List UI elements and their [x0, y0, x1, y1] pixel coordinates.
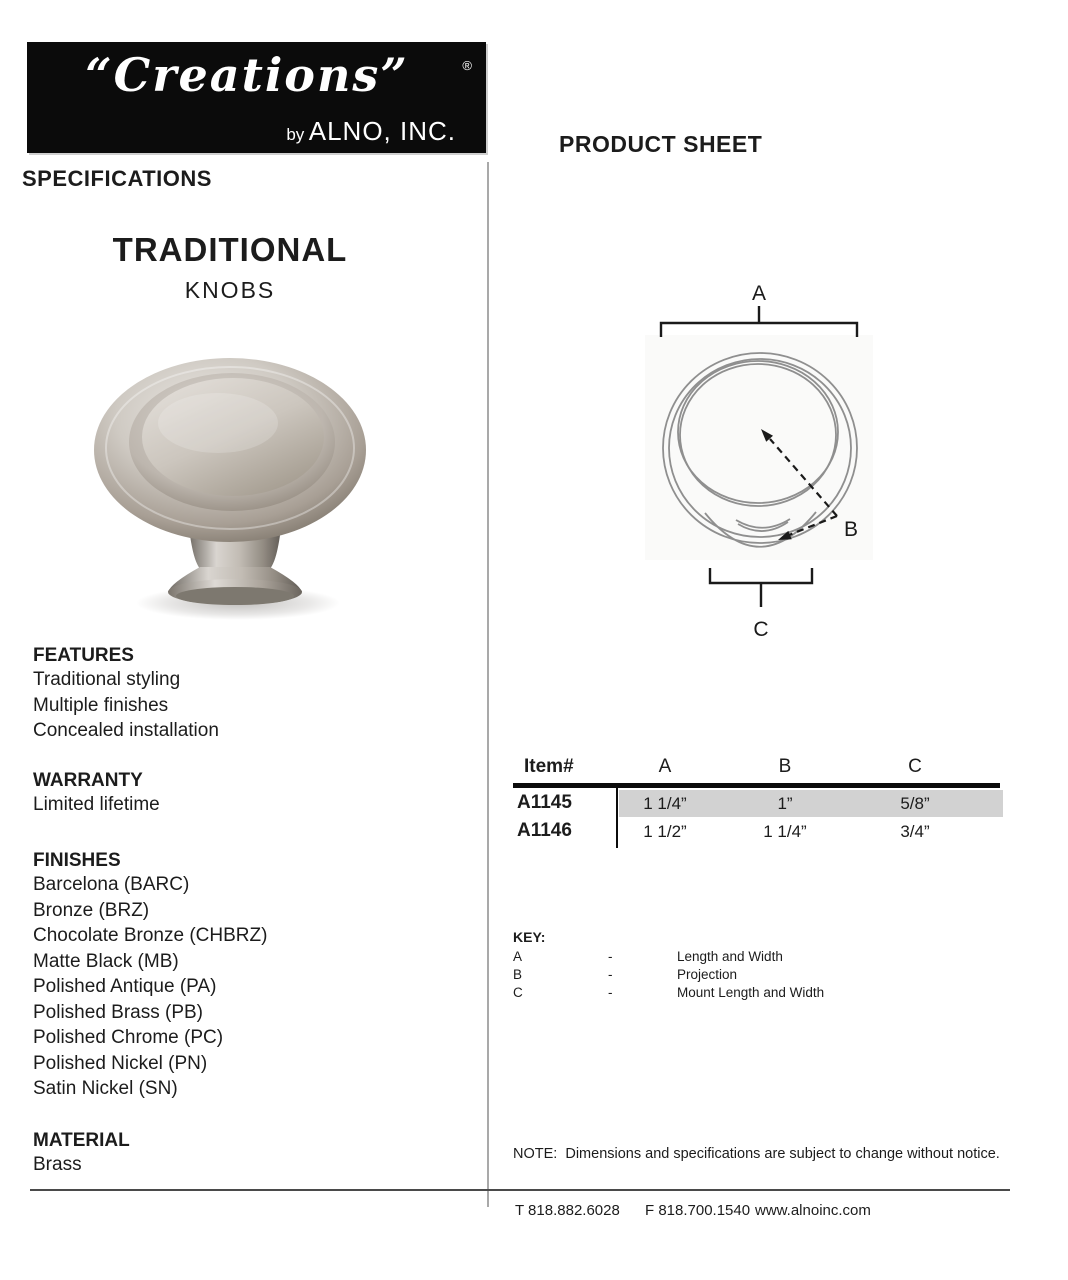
- footer-rule: [30, 1189, 1010, 1191]
- logo-script-text: “Creations”: [85, 48, 409, 102]
- finish-item: Polished Antique (PA): [33, 976, 217, 997]
- feature-item: Multiple finishes: [33, 694, 169, 716]
- finishes-section: [33, 850, 267, 1102]
- finish-item: Matte Black (MB): [33, 950, 179, 972]
- specifications-heading: SPECIFICATIONS: [22, 166, 212, 191]
- logo-company-text: ALNO, INC.: [308, 116, 456, 146]
- table-col-b: B: [778, 756, 792, 777]
- footer-phone: T 818.882.6028: [515, 1202, 620, 1219]
- finish-item: Polished Chrome (PC): [33, 1027, 224, 1048]
- key-description: Mount Length and Width: [677, 985, 825, 1000]
- knob-product-photo: [78, 345, 393, 630]
- key-letter: B: [513, 967, 523, 982]
- warranty-item: Limited lifetime: [33, 794, 160, 815]
- table-header-rule: [513, 783, 1000, 788]
- key-heading: KEY:: [513, 929, 546, 945]
- warranty-section: [33, 770, 160, 818]
- table-vertical-divider: [616, 786, 618, 848]
- features-section: [33, 645, 219, 744]
- material-section: [33, 1130, 130, 1178]
- logo-byline: [286, 116, 456, 147]
- page-title: TRADITIONAL: [112, 231, 348, 268]
- feature-item: Traditional styling: [33, 669, 181, 690]
- features-heading: FEATURES: [33, 645, 134, 666]
- table-col-a: A: [658, 756, 672, 777]
- table-cell: 1 1/4”: [643, 794, 687, 813]
- note-text: NOTE: Dimensions and specifications are subject to change without notice.: [513, 1146, 1000, 1162]
- dimension-diagram: [620, 270, 920, 650]
- finish-item: Chocolate Bronze (CHBRZ): [33, 925, 268, 946]
- key-dash: -: [608, 949, 613, 964]
- table-cell: 1 1/2”: [643, 822, 687, 841]
- registered-trademark-icon: ®: [462, 58, 472, 73]
- warranty-heading: WARRANTY: [33, 770, 143, 791]
- dim-label-a: A: [751, 282, 767, 305]
- key-letter: C: [513, 985, 523, 1000]
- material-item: Brass: [33, 1154, 82, 1175]
- footer-website: www.alnoinc.com: [755, 1202, 871, 1219]
- footer-fax: F 818.700.1540: [645, 1202, 751, 1219]
- finish-item: Bronze (BRZ): [33, 899, 150, 921]
- table-cell: 5/8”: [900, 794, 930, 813]
- knob-base-underside: [176, 587, 294, 605]
- dim-label-c: C: [753, 618, 769, 641]
- table-cell: 1 1/4”: [763, 822, 807, 841]
- key-description: Length and Width: [677, 949, 783, 964]
- key-letter: A: [513, 949, 523, 964]
- finishes-heading: FINISHES: [33, 850, 121, 871]
- dim-a-bracket: [661, 306, 857, 337]
- product-sheet-heading: PRODUCT SHEET: [559, 131, 763, 157]
- table-cell: 1”: [777, 794, 793, 813]
- table-col-item: Item#: [524, 756, 574, 777]
- logo-by-text: by: [286, 125, 305, 144]
- key-dash: -: [608, 967, 613, 982]
- page-subtitle: KNOBS: [184, 277, 276, 303]
- table-col-c: C: [908, 756, 922, 777]
- finish-item: Polished Nickel (PN): [33, 1052, 208, 1074]
- material-heading: MATERIAL: [33, 1130, 130, 1151]
- table-row-item: A1145: [517, 792, 572, 813]
- table-cell: 3/4”: [900, 822, 930, 841]
- feature-item: Concealed installation: [33, 720, 219, 741]
- creations-logo: [27, 42, 486, 153]
- key-dash: -: [608, 985, 613, 1000]
- key-description: Projection: [677, 967, 738, 982]
- column-divider: [487, 162, 489, 1207]
- table-row-item: A1146: [517, 820, 572, 841]
- finish-item: Polished Brass (PB): [33, 1001, 204, 1023]
- knob-face-sheen: [158, 393, 278, 453]
- dim-label-b: B: [844, 518, 859, 541]
- dim-c-bracket: [710, 568, 812, 607]
- finish-item: Satin Nickel (SN): [33, 1078, 178, 1099]
- finish-item: Barcelona (BARC): [33, 874, 190, 895]
